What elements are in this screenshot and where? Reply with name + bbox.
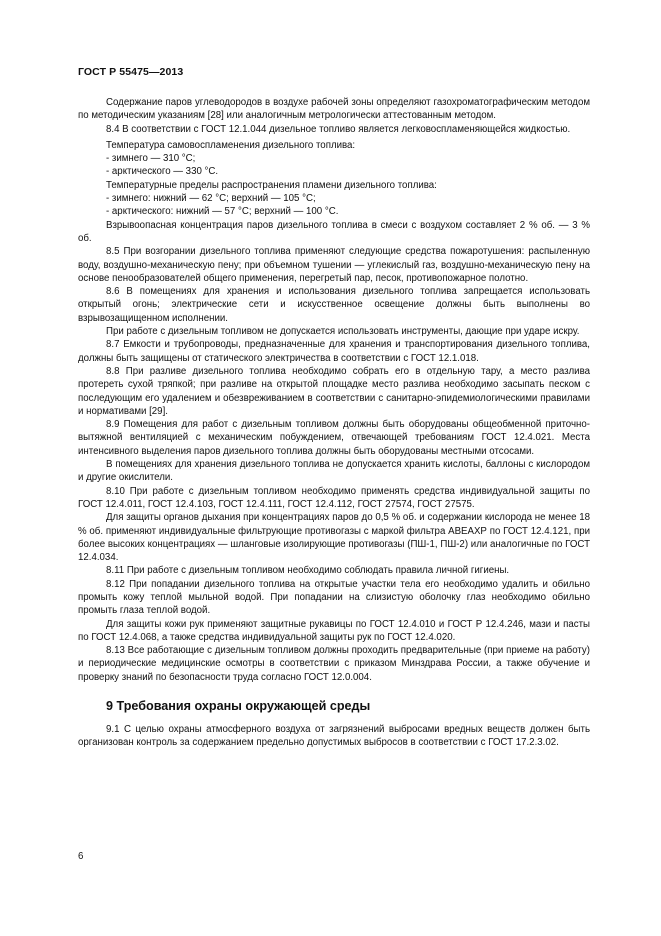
paragraph: Температурные пределы распространения пламени дизельного топлива: <box>106 179 437 191</box>
paragraph: - арктического: нижний — 57 °С; верхний — 100 °С. <box>106 206 339 218</box>
document-body <box>78 96 590 750</box>
paragraph: Содержание паров углеводородов в воздухе рабочей зоны определяют газохроматографическим методом по методическим указаниям [28] или аналогичным метрологически аттестованным методом. <box>78 97 590 122</box>
paragraph: - арктического — 330 °С. <box>106 166 219 178</box>
paragraph: 8.13 Все работающие с дизельным топливом должны проходить предварительные (при приеме на работу) и периодические медицинские осмотры в соответствии с приказом Минздрава России, а также обучение и проверку знаний по безопасности труда согласно ГОСТ 12.0.004. <box>78 645 590 683</box>
paragraph: 8.6 В помещениях для хранения и использования дизельного топлива запрещается использовать открытый огонь; электрические сети и искусственное освещение должны быть выполнены во взрывозащищенном исполнении. <box>78 286 590 324</box>
section-9-content <box>78 723 590 750</box>
section-8-content <box>78 96 590 684</box>
paragraph: Температура самовоспламенения дизельного топлива: <box>106 139 356 151</box>
paragraph: В помещениях для хранения дизельного топлива не допускается хранить кислоты, баллоны с кислородом и другие окислители. <box>78 459 590 484</box>
paragraph: 8.5 При возгорании дизельного топлива применяют следующие средства пожаротушения: распыленную воду, воздушно-механическую пену; при объемном тушении — углекислый газ, воздушно-механическую пену на основе пенообразователей общего применения, перегретый пар, песок, противопожарное полотно. <box>78 246 590 284</box>
paragraph: 8.10 При работе с дизельным топливом необходимо применять средства индивидуальной защиты по ГОСТ 12.4.011, ГОСТ 12.4.103, ГОСТ 12.4.111, ГОСТ 12.4.112, ГОСТ 27574, ГОСТ 27575. <box>78 485 590 510</box>
paragraph: 9.1 С целью охраны атмосферного воздуха от загрязнений выбросами вредных веществ должен быть организован контроль за содержанием предельно допустимых выбросов в соответствии с ГОСТ 17.2.3.02. <box>78 724 590 749</box>
paragraph: 8.4 В соответствии с ГОСТ 12.1.044 дизельное топливо является легковоспламеняющейся жидкостью. <box>106 123 571 135</box>
paragraph: Для защиты органов дыхания при концентрациях паров до 0,5 % об. и содержании кислорода не менее 18 % об. применяют индивидуальные фильтрующие противогазы с маркой фильтра АВЕАХР по ГОСТ 12.4.121, при более высоких концентрациях — шланговые изолирующие противогазы (ПШ-1, ПШ-2) или аналогичные по ГОСТ 12.4.034. <box>78 512 590 564</box>
paragraph: 8.12 При попадании дизельного топлива на открытые участки тела его необходимо удалить и обильно промыть кожу теплой мыльной водой. При попадании на слизистую оболочку глаз необходимо обильно промыть глаза теплой водой. <box>78 578 590 617</box>
document-header: ГОСТ Р 55475—2013 <box>78 66 184 78</box>
paragraph: 8.11 При работе с дизельным топливом необходимо соблюдать правила личной гигиены. <box>106 565 510 577</box>
paragraph: - зимнего — 310 °С; <box>106 153 196 165</box>
paragraph: При работе с дизельным топливом не допускается использовать инструменты, дающие при ударе искру. <box>106 326 580 338</box>
paragraph: Взрывоопасная концентрация паров дизельного топлива в смеси с воздухом составляет 2 % об. — 3 % об. <box>78 219 590 244</box>
paragraph: - зимнего: нижний — 62 °С; верхний — 105 °С; <box>106 193 316 205</box>
paragraph: Для защиты кожи рук применяют защитные рукавицы по ГОСТ 12.4.010 и ГОСТ Р 12.4.246, мази и пасты по ГОСТ 12.4.068, а также средства индивидуальной защиты рук по ГОСТ 12.4.020. <box>78 618 590 643</box>
page-number: 6 <box>78 851 84 862</box>
paragraph: 8.9 Помещения для работ с дизельным топливом должны быть оборудованы общеобменной приточно-вытяжной вентиляцией с механическим побуждением, отвечающей требованиям ГОСТ 12.4.021. Места интенсивного выделения паров дизельного топлива должны быть оборудованы местными отсосами. <box>78 419 590 457</box>
paragraph: 8.8 При разливе дизельного топлива необходимо собрать его в отдельную тару, а место разлива протереть сухой тряпкой; при разливе на открытой площадке место разлива необходимо засыпать песком с последующим его удалением и обезвреживанием в соответствии с санитарно-эпидемиологическими правилами и нормативами [29]. <box>78 365 590 417</box>
paragraph: 8.7 Емкости и трубопроводы, предназначенные для хранения и транспортирования дизельного топлива, должны быть защищены от статического электричества в соответствии с ГОСТ 12.1.018. <box>78 339 590 364</box>
section-heading: 9 Требования охраны окружающей среды <box>106 699 371 714</box>
